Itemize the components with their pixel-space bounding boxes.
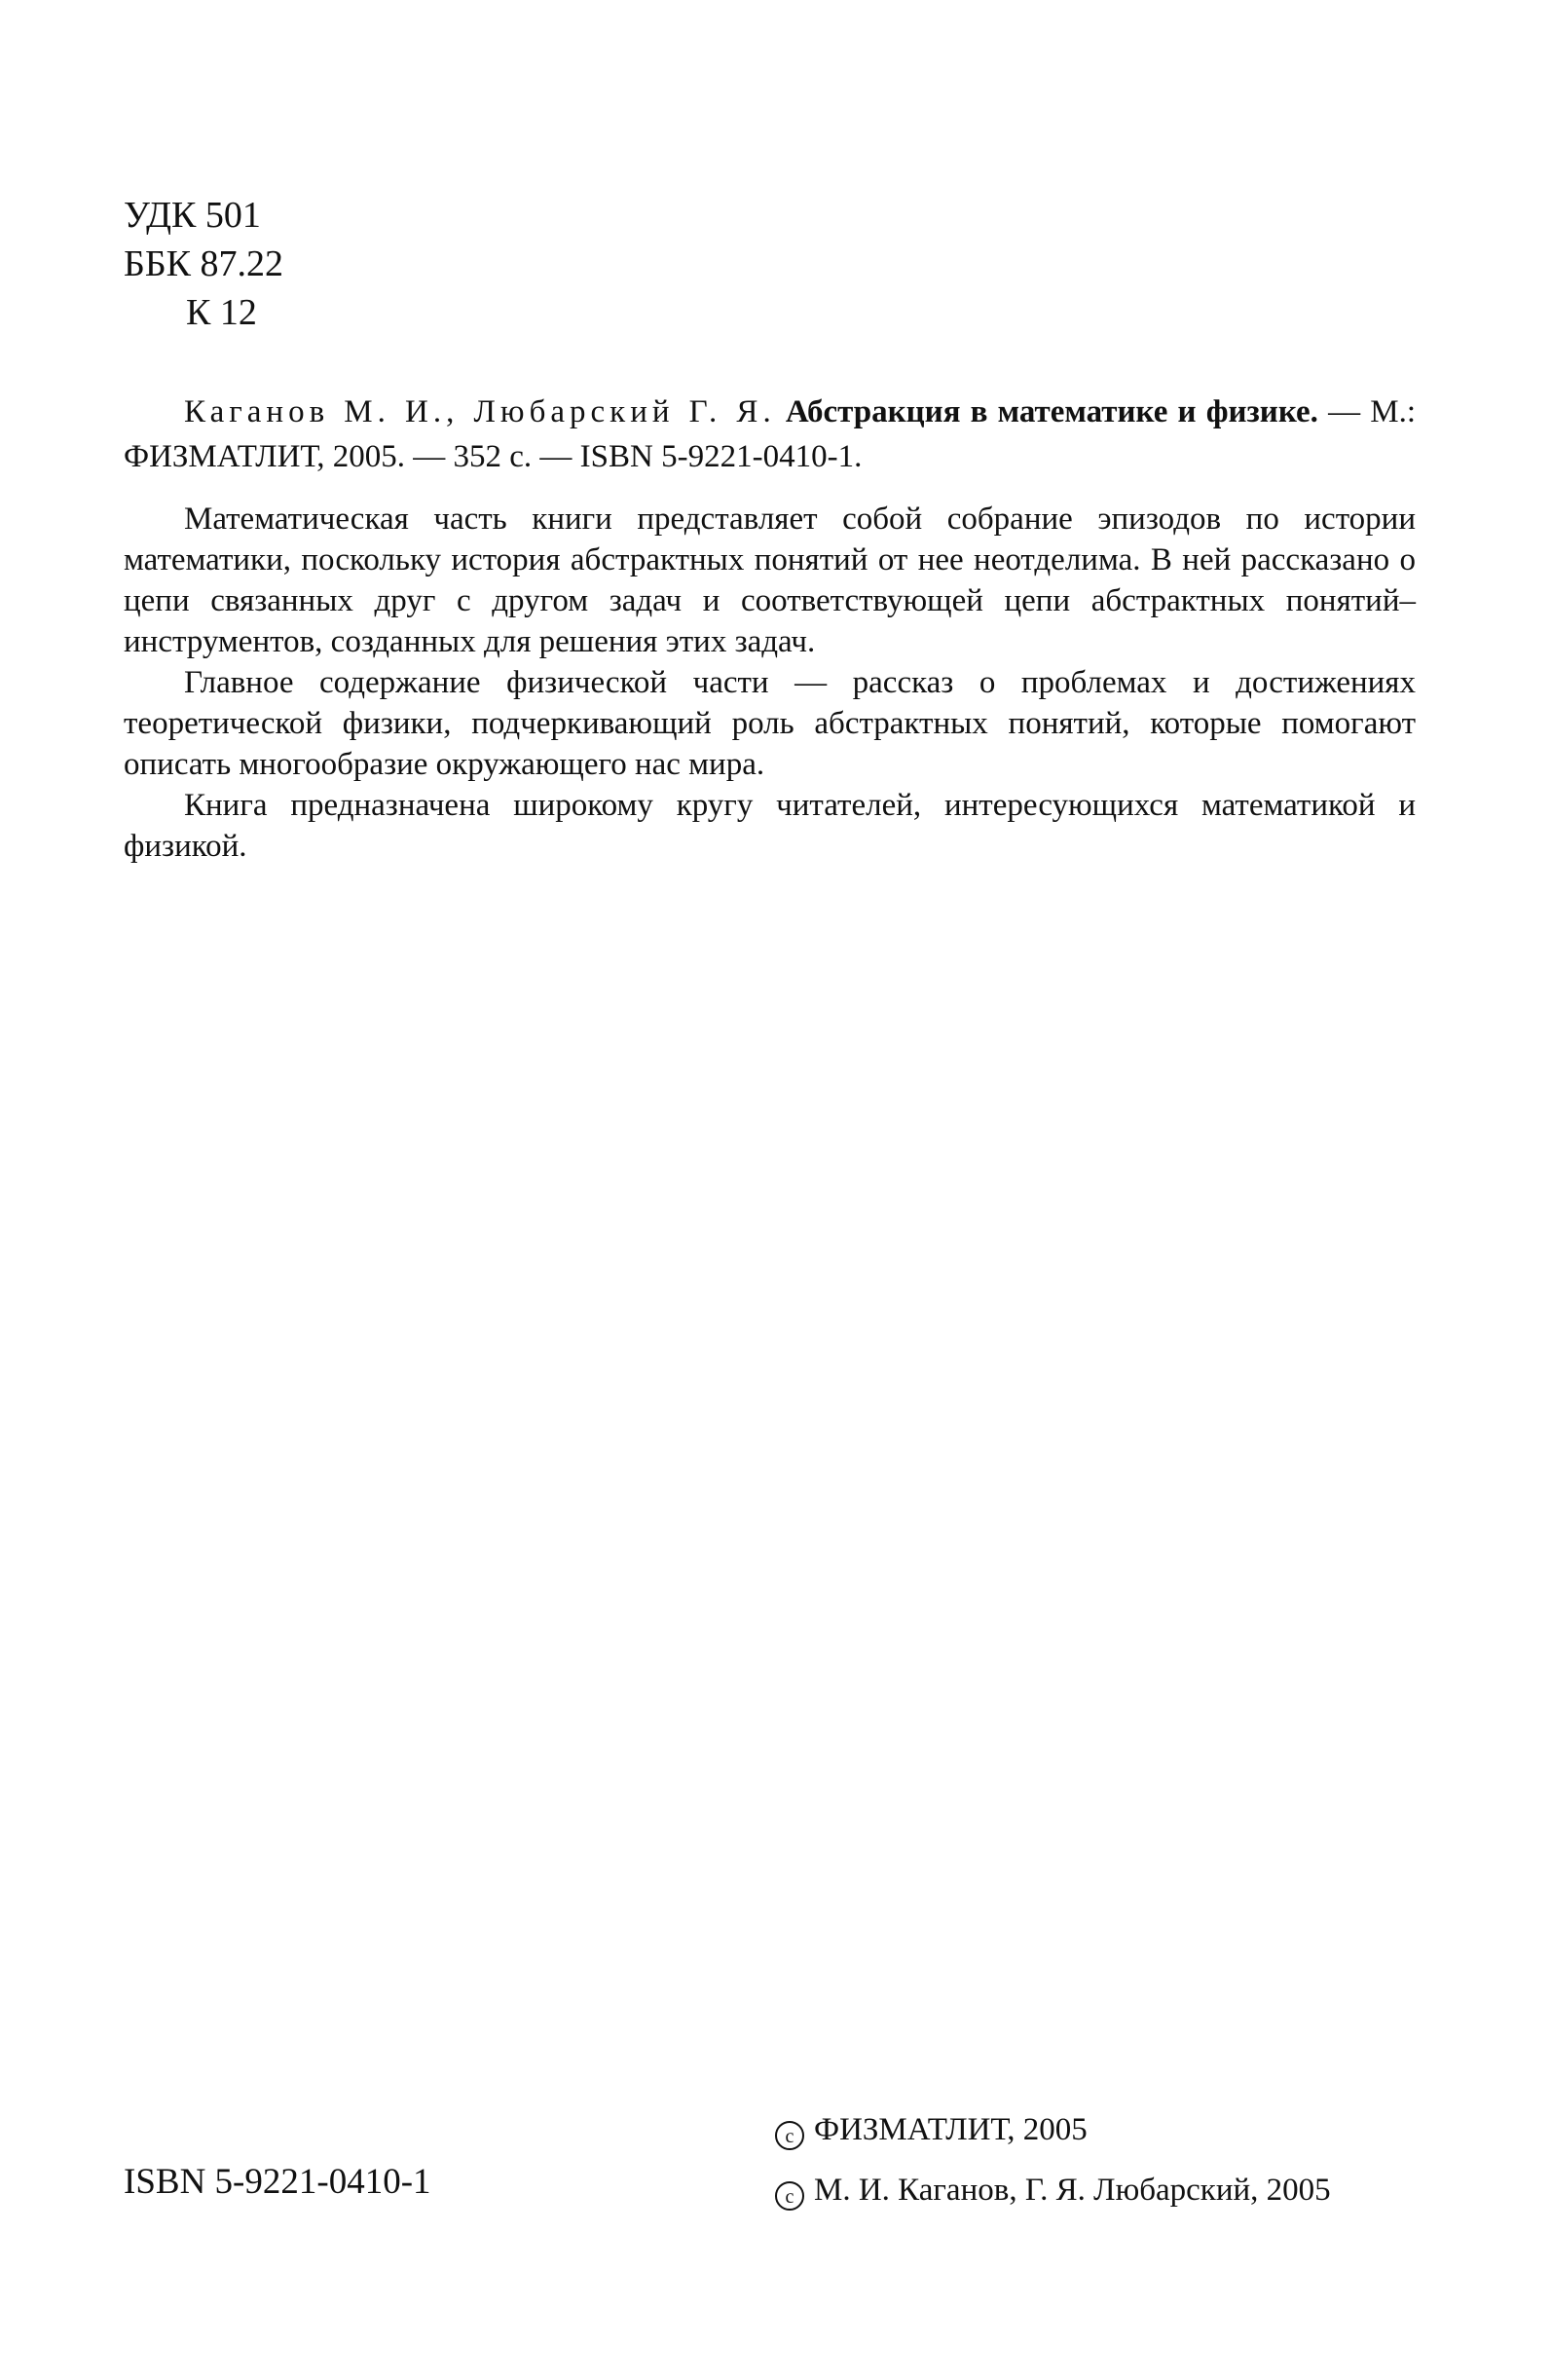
annotation-paragraph: Главное содержание физической части — рассказ о проблемах и достижениях теоретической физики, подчеркивающий роль абстрактных понятий, которые помогают описать многообразие окружающего нас мира. (124, 665, 1416, 782)
annotation-paragraph: Книга предназначена широкому кругу читателей, интересующихся математикой и физикой. (124, 788, 1416, 864)
copyright-block (775, 2100, 1331, 2220)
bibliographic-record (124, 390, 1416, 479)
copyright-icon: c (775, 2121, 804, 2150)
bbk-code: ББК 87.22 (124, 243, 283, 284)
annotation (124, 499, 1416, 867)
isbn: ISBN 5-9221-0410-1 (124, 2162, 431, 2202)
annotation-paragraph: Математическая часть книги представляет собой собрание эпизодов по истории математики, поскольку история абстрактных понятий от нее неотделима. В ней рассказано о цепи связанных друг с другом задач и соответствующей цепи абстрактных понятий–инструментов, созданных для решения этих задач. (124, 502, 1416, 659)
book-title: Абстракция в математике и физике. (785, 394, 1318, 429)
udk-code: УДК 501 (124, 195, 261, 236)
copyright-authors: М. И. Каганов, Г. Я. Любарский, 2005 (814, 2173, 1331, 2208)
author-mark: К 12 (186, 292, 257, 333)
copyright-publisher-line (775, 2100, 1331, 2160)
publication-info: — М.: ФИЗМАТЛИТ, 2005. — 352 с. — ISBN 5-9221-0410-1. (124, 394, 1416, 474)
classification-codes (124, 191, 283, 337)
copyright-authors-line (775, 2160, 1331, 2220)
copyright-icon: c (775, 2181, 804, 2211)
authors: Каганов М. И., Любарский Г. Я. (184, 394, 776, 429)
copyright-publisher: ФИЗМАТЛИТ, 2005 (814, 2112, 1088, 2147)
